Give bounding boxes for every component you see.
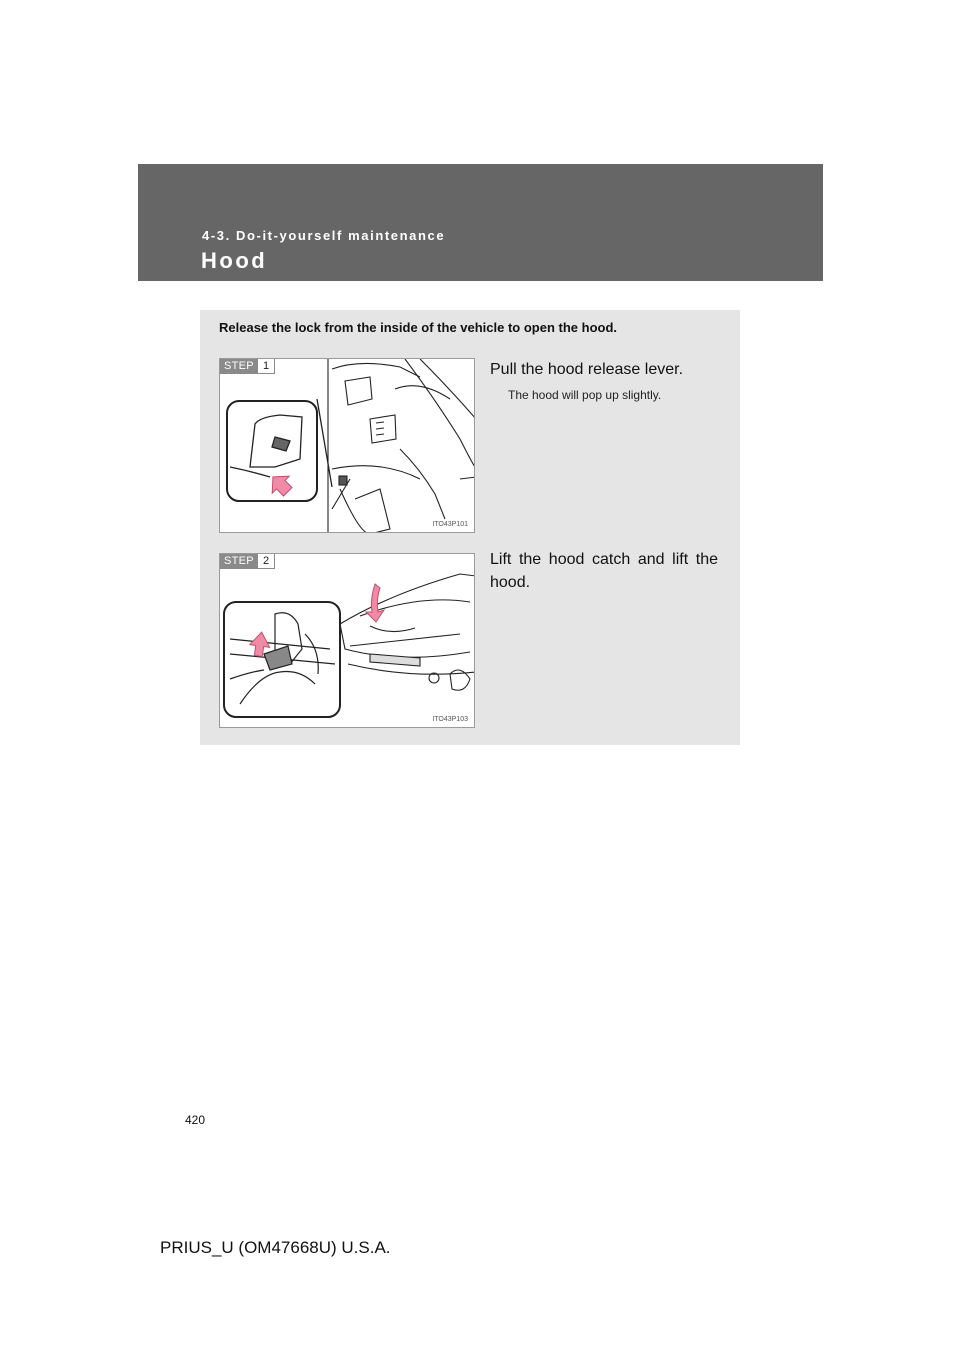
step-2-badge [220,554,275,569]
figure-code: ITO43P103 [432,716,468,723]
step-1-note: The hood will pop up slightly. [508,388,662,402]
hood-catch-illustration [220,554,475,728]
step-word: STEP [220,554,257,569]
step-1-text: Pull the hood release lever. [490,361,684,378]
step-number: 2 [257,554,275,569]
step-word: STEP [220,359,257,374]
intro-text: Release the lock from the inside of the vehicle to open the hood. [219,320,618,335]
document-id: PRIUS_U (OM47668U) U.S.A. [160,1238,391,1257]
section-label: 4-3. Do-it-yourself maintenance [202,228,446,243]
page-title: Hood [201,248,268,273]
step-1-figure [219,358,475,533]
step-2-figure [219,553,475,728]
hood-release-lever-illustration [220,359,475,533]
step-2-text: Lift the hood catch and lift the hood. [490,551,718,591]
step-1-badge [220,359,275,374]
figure-code: ITO43P101 [432,521,468,528]
page-number: 420 [185,1113,206,1127]
step-number: 1 [257,359,275,374]
